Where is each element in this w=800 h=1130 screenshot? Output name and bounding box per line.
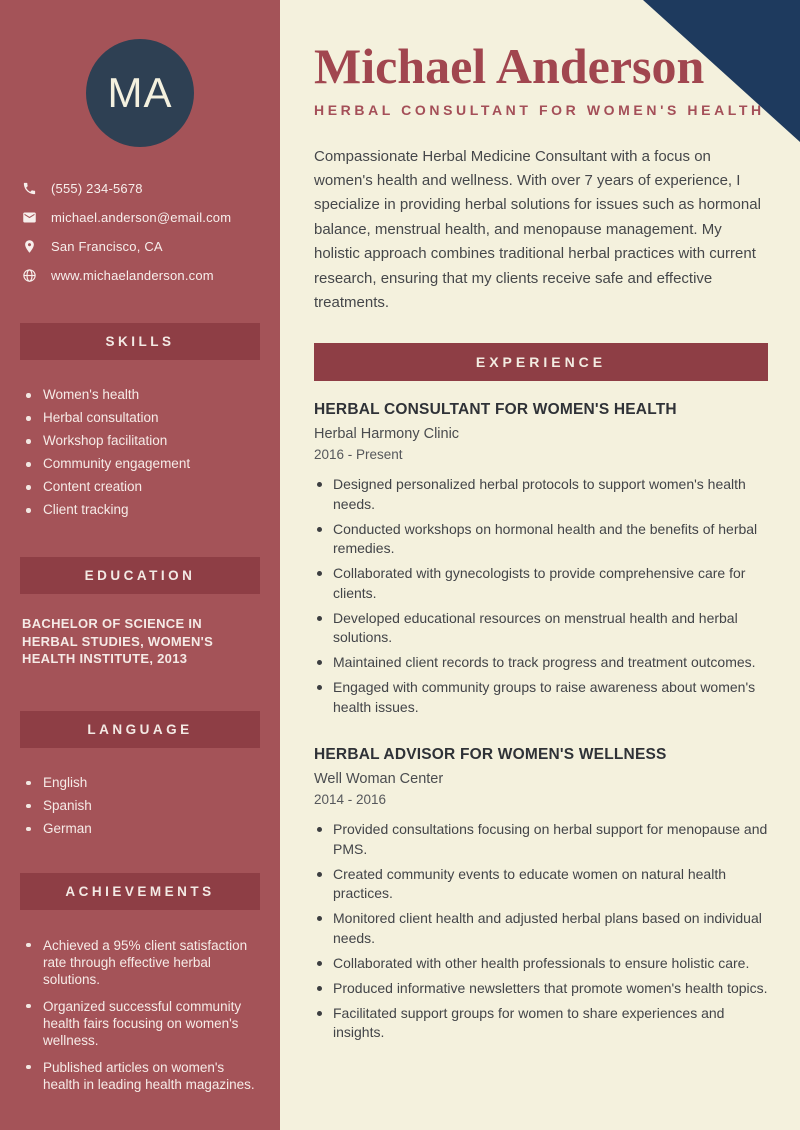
language-item: Spanish: [25, 798, 260, 813]
contact-email: [22, 209, 280, 225]
job-company: Well Woman Center: [314, 771, 444, 788]
email-value: michael.anderson@email.com: [51, 209, 232, 225]
phone-icon: [22, 181, 37, 196]
skill-item: Women's health: [25, 387, 260, 402]
job-bullet: Provided consultations focusing on herbal support for menopause and PMS.: [314, 820, 768, 859]
achievement-item: Published articles on women's health in leading health magazines.: [25, 1059, 260, 1093]
achievement-item: Achieved a 95% client satisfaction rate through effective herbal solutions.: [25, 937, 260, 988]
avatar: [86, 39, 194, 147]
language-list: [25, 775, 260, 836]
person-title: HERBAL CONSULTANT FOR WOMEN'S HEALTH: [314, 101, 765, 118]
language-item: English: [25, 775, 260, 790]
job-bullet-list: [314, 475, 768, 717]
envelope-icon: [22, 210, 37, 225]
job-title: HERBAL CONSULTANT FOR WOMEN'S HEALTH: [314, 401, 677, 419]
job-bullet: Maintained client records to track progress and treatment outcomes.: [314, 653, 768, 673]
job-bullet: Engaged with community groups to raise awareness about women's health issues.: [314, 678, 768, 717]
achievement-item: Organized successful community health fairs focusing on women's wellness.: [25, 998, 260, 1049]
job-bullet: Created community events to educate women on natural health practices.: [314, 865, 768, 904]
achievements-header-label: ACHIEVEMENTS: [65, 883, 215, 899]
job-entry: [314, 746, 768, 1043]
job-bullet: Produced informative newsletters that promote women's health topics.: [314, 979, 768, 999]
skill-item: Community engagement: [25, 456, 260, 471]
skills-header: [20, 323, 260, 360]
job-company: Herbal Harmony Clinic: [314, 426, 460, 443]
job-bullet: Facilitated support groups for women to share experiences and insights.: [314, 1004, 768, 1043]
experience-section-banner: [314, 343, 768, 381]
experience-section-label: EXPERIENCE: [475, 354, 607, 371]
job-dates: 2014 - 2016: [314, 792, 387, 808]
job-dates: 2016 - Present: [314, 447, 403, 463]
job-bullet: Monitored client health and adjusted herbal plans based on individual needs.: [314, 909, 768, 948]
summary-paragraph: Compassionate Herbal Medicine Consultant with a focus on women's health and wellness. With over 7 years of experience, I specialize in providing herbal solutions for issues such as hormonal balance, menstrual health, and menopause management. My holistic approach combines traditional herbal practices with current research, ensuring that my clients receive safe and effective treatments.: [314, 147, 761, 311]
achievements-list: [25, 937, 260, 1093]
language-item: German: [25, 821, 260, 836]
education-header: [20, 557, 260, 594]
contact-location: [22, 238, 280, 254]
education-text: BACHELOR OF SCIENCE IN HERBAL STUDIES, WOMEN'S HEALTH INSTITUTE, 2013: [22, 616, 214, 666]
phone-value: (555) 234-5678: [51, 180, 143, 196]
job-bullet: Developed educational resources on menstrual health and herbal solutions.: [314, 609, 768, 648]
job-bullet: Designed personalized herbal protocols to support women's health needs.: [314, 475, 768, 514]
website-value: www.michaelanderson.com: [51, 267, 214, 283]
skill-item: Herbal consultation: [25, 410, 260, 425]
contact-phone: [22, 180, 280, 196]
education-header-label: EDUCATION: [84, 568, 196, 583]
job-bullet: Collaborated with other health professionals to ensure holistic care.: [314, 954, 768, 974]
contact-website: [22, 267, 280, 283]
language-header-label: LANGUAGE: [87, 721, 193, 737]
skill-item: Client tracking: [25, 502, 260, 517]
skills-list: [25, 387, 260, 517]
sidebar: [0, 0, 280, 1130]
map-pin-icon: [22, 239, 37, 254]
job-bullet: Collaborated with gynecologists to provide comprehensive care for clients.: [314, 564, 768, 603]
globe-icon: [22, 268, 37, 283]
avatar-initials: MA: [107, 69, 173, 116]
skills-header-label: SKILLS: [105, 334, 175, 349]
main-content: [280, 0, 800, 1130]
job-entry: [314, 401, 768, 717]
language-header: [20, 711, 260, 748]
skill-item: Workshop facilitation: [25, 433, 260, 448]
job-bullet-list: [314, 820, 768, 1043]
contact-block: [22, 180, 280, 283]
location-value: San Francisco, CA: [51, 238, 163, 254]
job-bullet: Conducted workshops on hormonal health and the benefits of herbal remedies.: [314, 520, 768, 559]
achievements-header: [20, 873, 260, 910]
job-title: HERBAL ADVISOR FOR WOMEN'S WELLNESS: [314, 746, 667, 764]
person-name: Michael Anderson: [314, 38, 705, 94]
skill-item: Content creation: [25, 479, 260, 494]
